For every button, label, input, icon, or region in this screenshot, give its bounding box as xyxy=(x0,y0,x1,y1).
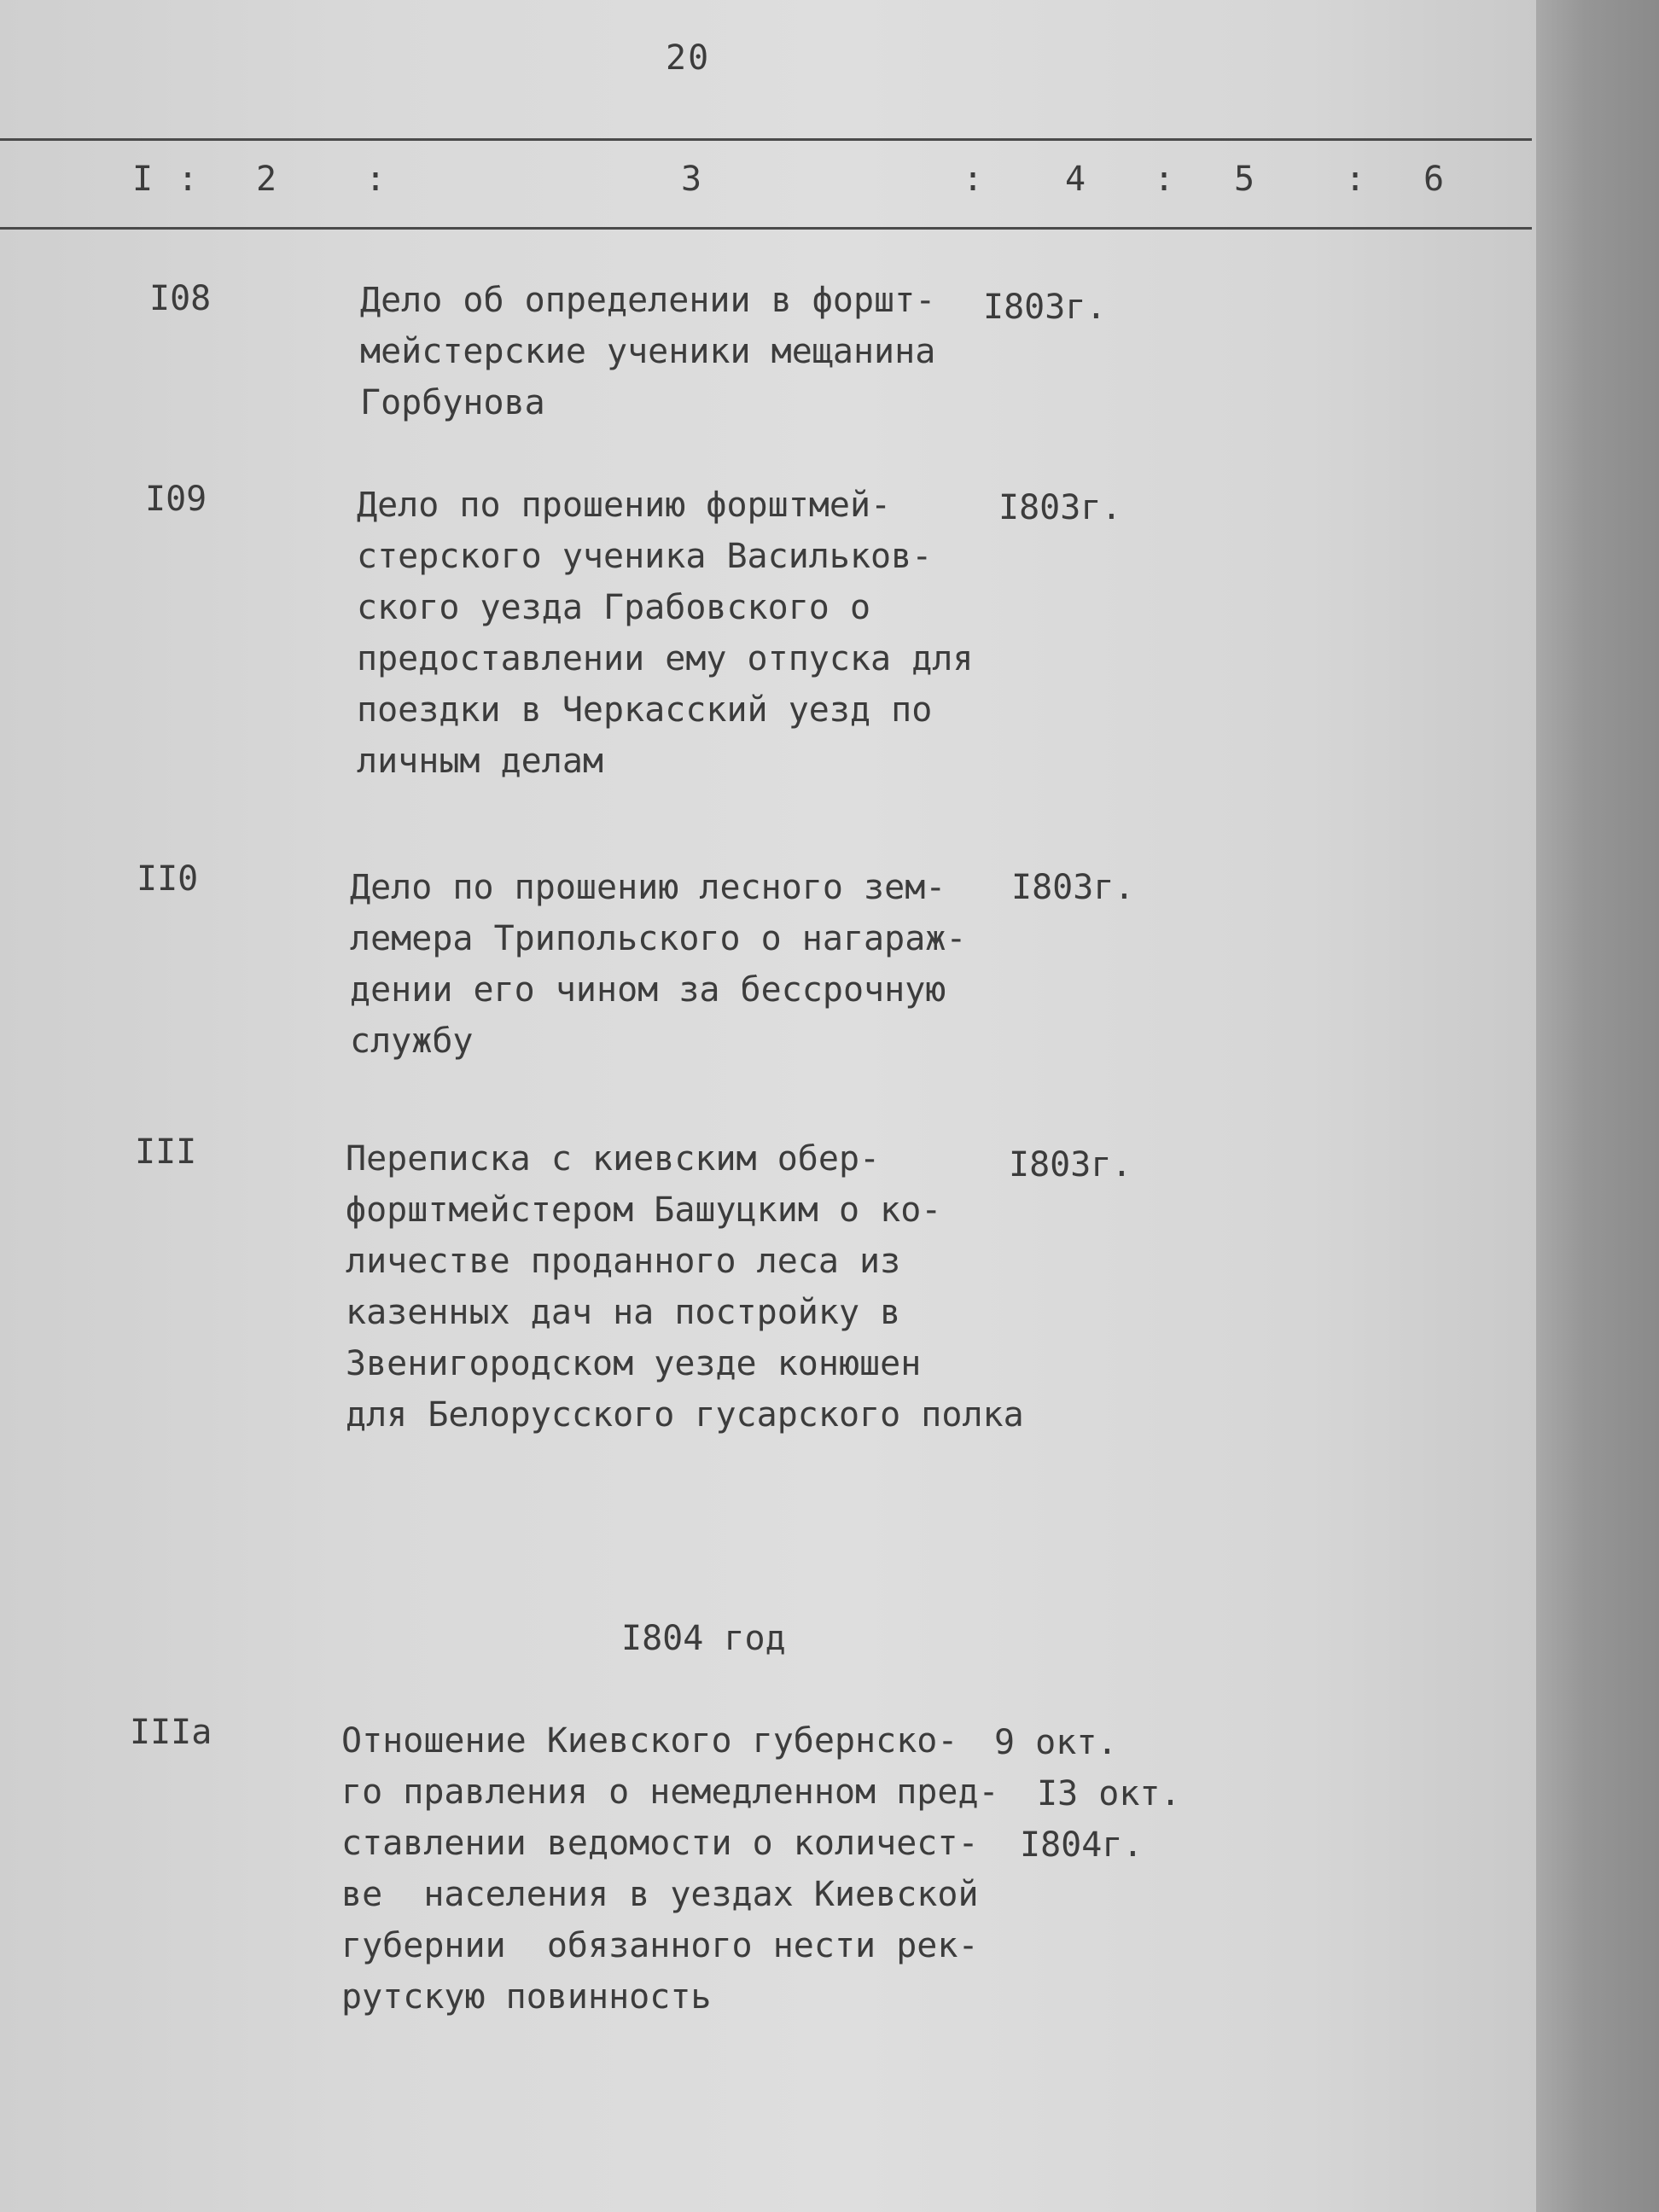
column-separator: : xyxy=(365,160,387,199)
entry-date: I803г. xyxy=(1011,868,1135,907)
page-number: 20 xyxy=(666,38,711,78)
entry-number: I08 xyxy=(149,279,212,318)
column-separator: : xyxy=(1345,160,1366,199)
description-line: ского уезда Грабовского о xyxy=(357,588,871,627)
column-separator: : xyxy=(1154,160,1175,199)
description-line: го правления о немедленном пред- xyxy=(341,1773,999,1812)
section-title: I804 год xyxy=(621,1619,786,1658)
description-line: предоставлении ему отпуска для xyxy=(357,639,974,678)
description-line: службу xyxy=(350,1022,474,1061)
column-header-6: 6 xyxy=(1423,160,1445,199)
entry-date: I804г. xyxy=(1020,1825,1144,1865)
description-line: для Белорусского гусарского полка xyxy=(346,1395,1024,1435)
column-separator: : xyxy=(963,160,984,199)
description-line: Отношение Киевского губернско- xyxy=(341,1721,958,1761)
description-line: личным делам xyxy=(357,742,603,781)
description-line: дении его чином за бессрочную xyxy=(350,970,946,1010)
description-line: казенных дач на постройку в xyxy=(346,1293,901,1332)
column-header-2: 2 xyxy=(256,160,277,199)
entry-date: I803г. xyxy=(983,288,1107,327)
description-line: Дело об определении в форшт- xyxy=(360,281,936,320)
description-line: стерского ученика Васильков- xyxy=(357,537,933,576)
description-line: Дело по прошению лесного зем- xyxy=(350,868,946,907)
description-line: форштмейстером Башуцким о ко- xyxy=(346,1190,942,1230)
entry-number: IIIа xyxy=(130,1713,212,1752)
description-line: поездки в Черкасский уезд по xyxy=(357,690,933,730)
description-line: лемера Трипольского о нагараж- xyxy=(350,919,967,958)
entry-number: III xyxy=(135,1132,197,1172)
column-header-4: 4 xyxy=(1065,160,1086,199)
column-header-5: 5 xyxy=(1234,160,1255,199)
description-line: ставлении ведомости о количест- xyxy=(341,1824,979,1863)
entry-number: I09 xyxy=(145,480,207,519)
description-line: Переписка с киевским обер- xyxy=(346,1139,881,1179)
description-line: ве населения в уездах Киевской xyxy=(341,1875,979,1914)
column-header-1: I xyxy=(132,160,154,199)
entry-date: I803г. xyxy=(1009,1145,1132,1185)
description-line: мейстерские ученики мещанина xyxy=(360,332,936,371)
column-header-3: 3 xyxy=(681,160,702,199)
description-line: губернии обязанного нести рек- xyxy=(341,1926,979,1965)
entry-date: I803г. xyxy=(998,488,1122,527)
header-top-rule xyxy=(0,138,1532,141)
description-line: Горбунова xyxy=(360,383,545,422)
description-line: рутскую повинность xyxy=(341,1977,712,2017)
entry-date: 9 окт. xyxy=(994,1723,1118,1762)
description-line: Дело по прошению форштмей- xyxy=(357,486,892,525)
description-line: Звенигородском уезде конюшен xyxy=(346,1344,922,1383)
entry-number: II0 xyxy=(137,859,199,899)
column-separator: : xyxy=(178,160,199,199)
scan-background-edge xyxy=(1536,0,1659,2212)
entry-date: I3 окт. xyxy=(1037,1774,1181,1813)
description-line: личестве проданного леса из xyxy=(346,1242,901,1281)
header-bottom-rule xyxy=(0,227,1532,230)
